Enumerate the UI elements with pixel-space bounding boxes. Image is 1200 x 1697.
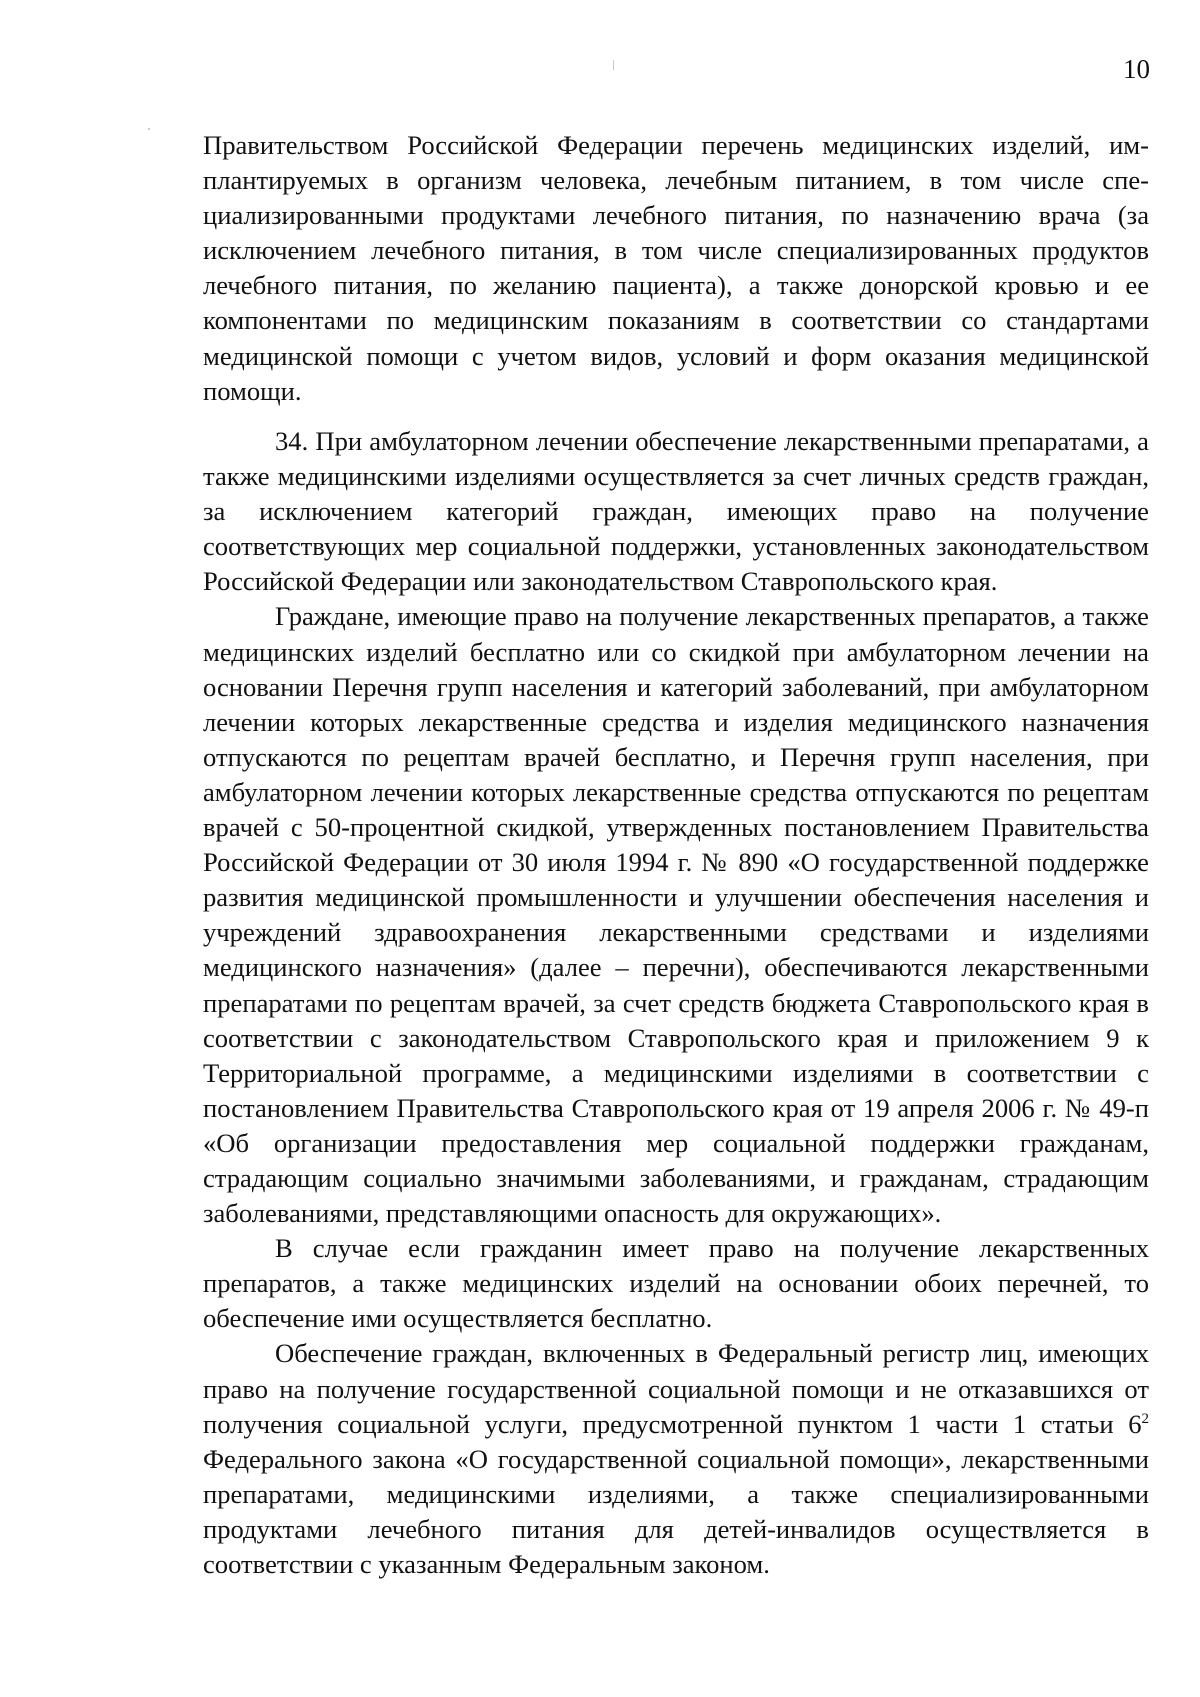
paragraph-federal-register-text-a: Обеспечение граждан, включенных в Федеральный регистр лиц, имеющих право на получение государственной социальной помощи и не отказавшихся от получения социальной услуги, предусмотренной пунктом 1 части 1 статьи 6	[203, 1338, 1149, 1439]
paragraph-item-34: 34. При амбулаторном лечении обеспечение лекарственными препаратами, а также медицинскими изделиями осуществляется за счет личных средств граждан, за исключением категорий граждан, имеющих право на получение соответствующих мер социальной поддержки, установленных законодательством Российской Федерации или законодательством Ставропольского края.	[203, 426, 1149, 597]
text-block-section-34	[203, 424, 1149, 1582]
page-number: 10	[1123, 54, 1150, 84]
paragraph-federal-register-text-b: Федерального закона «О государственной социальной помощи», лекарственными препаратами, медицинскими изделиями, а также специализированными продуктами лечебного питания для детей-инвалидов осуществляется в соответствии с указанным Федеральным законом.	[203, 1443, 1149, 1579]
scan-speck	[148, 128, 150, 130]
scan-speck	[613, 60, 614, 70]
text-block-continuation	[203, 128, 1149, 409]
paragraph-continuation: Правительством Российской Федерации перечень медицинских изделий, имплантируемых в организм человека, лечебным питанием, в том числе специализированными продуктами лечебного питания, по назначению врача (за исключением лечебного питания, в том числе специализированных продуктов лечебного питания, по желанию пациента), а также донорской кровью и ее компонентами по медицинским показаниям в соответствии со стандартами медицинской помощи с учетом видов, условий и форм оказания медицинской помощи.	[203, 130, 1149, 406]
paragraph-both-lists: В случае если гражданин имеет право на получение лекарственных препаратов, а также медицинских изделий на основании обоих перечней, то обеспечение ими осуществляется бесплатно.	[203, 1233, 1149, 1334]
paragraph-citizens-eligibility: Граждане, имеющие право на получение лекарственных препаратов, а также медицинских изделий бесплатно или со скидкой при амбулаторном лечении на основании Перечня групп населения и категорий заболеваний, при амбулаторном лечении которых лекарственные средства и изделия медицинского назначения отпускаются по рецептам врачей бесплатно, и Перечня групп населения, при амбулаторном лечении которых лекарственные средства отпускаются по рецептам врачей с 50-процентной скидкой, утвержденных постановлением Правительства Российской Федерации от 30 июля 1994 г. № 890 «О государственной поддержке развития медицинской промышленности и улучшении обеспечения населения и учреждений здравоохранения лекарственными средствами и изделиями медицинского назначения» (далее – перечни), обеспечиваются лекарственными препаратами по рецептам врачей, за счет средств бюджета Ставропольского края в соответствии с законодательством Ставропольского края и приложением 9 к Территориальной программе, а медицинскими изделиями в соответствии с постановлением Правительства Ставропольского края от 19 апреля 2006 г. № 49-п «Об организации предоставления мер социальной поддержки гражданам, страдающим социально значимыми заболеваниями, и гражданам, страдающим заболеваниями, представляющими опасность для окружающих».	[203, 601, 1149, 1229]
superscript-article-index: 2	[1141, 1410, 1149, 1427]
paragraph-federal-register	[203, 1336, 1149, 1582]
